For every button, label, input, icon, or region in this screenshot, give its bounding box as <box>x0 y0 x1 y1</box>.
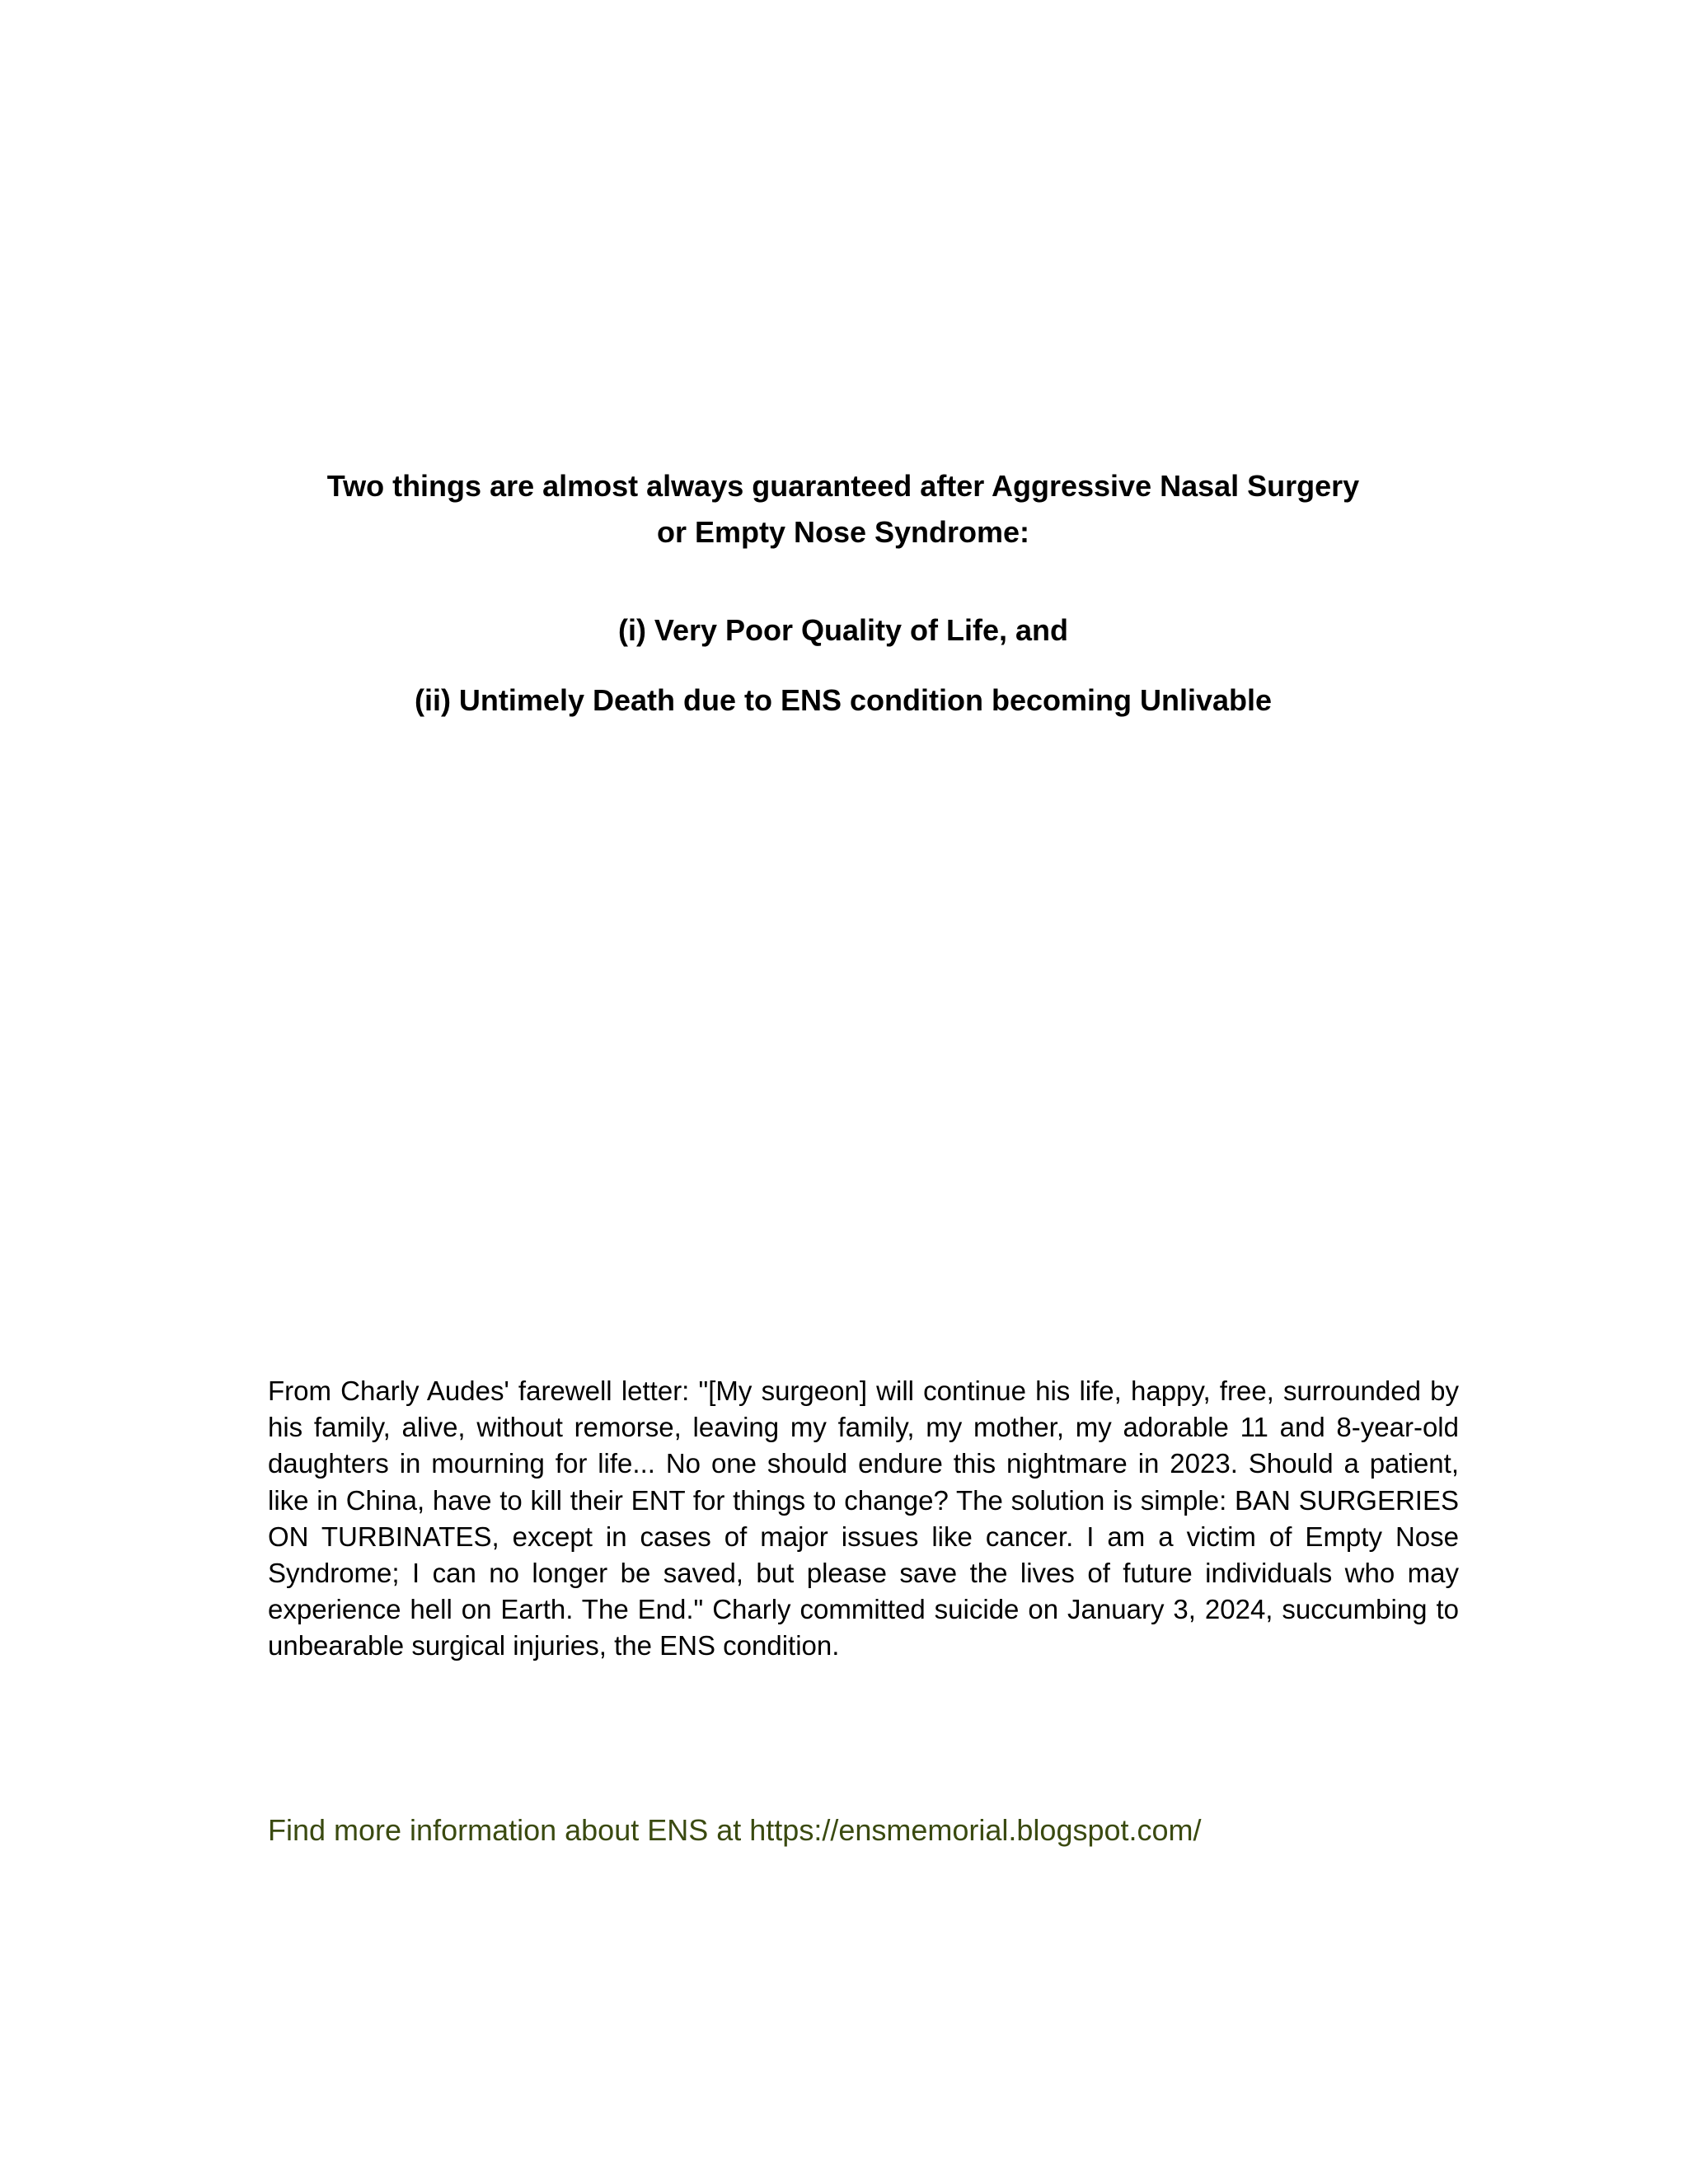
point-quality-of-life: (i) Very Poor Quality of Life, and <box>617 613 1069 647</box>
heading-line-2: or Empty Nose Syndrome: <box>656 515 1030 549</box>
page-heading <box>266 463 1420 555</box>
point-untimely-death: (ii) Untimely Death due to ENS condition becoming Unlivable <box>414 683 1273 717</box>
more-info-text: Find more information about ENS at https://ensmemorial.blogspot.com/ <box>268 1813 1202 1847</box>
farewell-letter-paragraph: From Charly Audes' farewell letter: "[My surgeon] will continue his life, happy, free, surrounded by his family, alive, without remorse, leaving my family, my mother, my adorable 11 and 8-year-old daughters in mourning for life... No one should endure this nightmare in 2023. Should a patient, like in China, have to kill their ENT for things to change? The solution is simple: BAN SURGERIES ON TURBINATES, except in cases of major issues like cancer. I am a victim of Empty Nose Syndrome; I can no longer be saved, but please save the lives of future individuals who may experience hell on Earth. The End." Charly committed suicide on January 3, 2024, succumbing to unbearable surgical injuries, the ENS condition. <box>268 1376 1459 1661</box>
heading-line-1: Two things are almost always guaranteed after Aggressive Nasal Surgery <box>326 469 1360 503</box>
